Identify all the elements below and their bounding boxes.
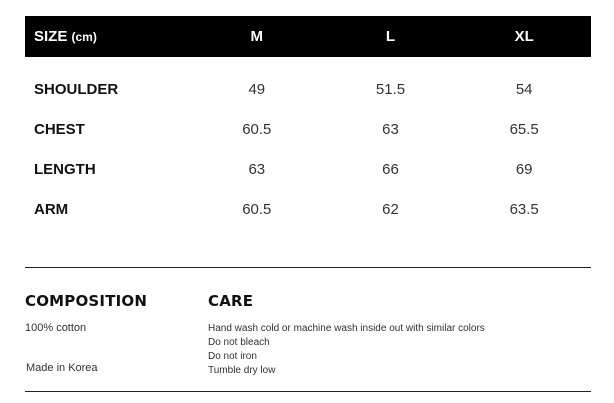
composition-heading: COMPOSITION [25, 292, 148, 310]
care-heading: CARE [208, 292, 254, 310]
care-instructions-list [208, 322, 588, 378]
size-column-xl: XL [514, 28, 534, 45]
measurement-value: 63 [248, 160, 266, 178]
size-header-label [25, 28, 190, 45]
measurement-value: 51.5 [375, 80, 406, 98]
measurement-value: 62 [382, 200, 399, 218]
measurement-value: 65.5 [509, 120, 539, 138]
measurement-value: 63 [382, 120, 399, 138]
composition-material: 100% cotton [25, 322, 87, 334]
size-column-l: L [385, 28, 396, 45]
care-section [208, 292, 588, 378]
section-divider [25, 267, 591, 268]
size-table-header [25, 16, 591, 57]
size-header-title: SIZE [34, 28, 68, 45]
size-column-m: M [250, 28, 264, 45]
measurement-value: 60.5 [242, 120, 272, 138]
measurement-label: SHOULDER [34, 80, 119, 98]
composition-section [25, 292, 200, 382]
measurement-value: 54 [515, 80, 533, 98]
care-instruction: Hand wash cold or machine wash inside out with similar colors [208, 323, 485, 334]
care-instruction: Tumble dry low [208, 365, 276, 376]
table-row [25, 109, 591, 149]
measurement-value: 69 [515, 160, 533, 178]
measurement-label: ARM [34, 200, 69, 218]
table-row [25, 189, 591, 229]
measurement-value: 63.5 [509, 200, 539, 218]
care-instruction: Do not iron [208, 351, 257, 362]
section-divider [25, 391, 591, 392]
size-table [25, 16, 591, 229]
size-table-body [25, 69, 591, 229]
table-row [25, 69, 591, 109]
measurement-label: CHEST [34, 120, 85, 138]
composition-origin: Made in Korea [26, 362, 98, 374]
size-header-unit: (cm) [71, 30, 97, 44]
measurement-label: LENGTH [34, 160, 96, 178]
measurement-value: 49 [248, 80, 266, 98]
care-instruction: Do not bleach [208, 337, 270, 348]
table-row [25, 149, 591, 189]
measurement-value: 60.5 [242, 200, 272, 218]
measurement-value: 66 [382, 160, 399, 178]
